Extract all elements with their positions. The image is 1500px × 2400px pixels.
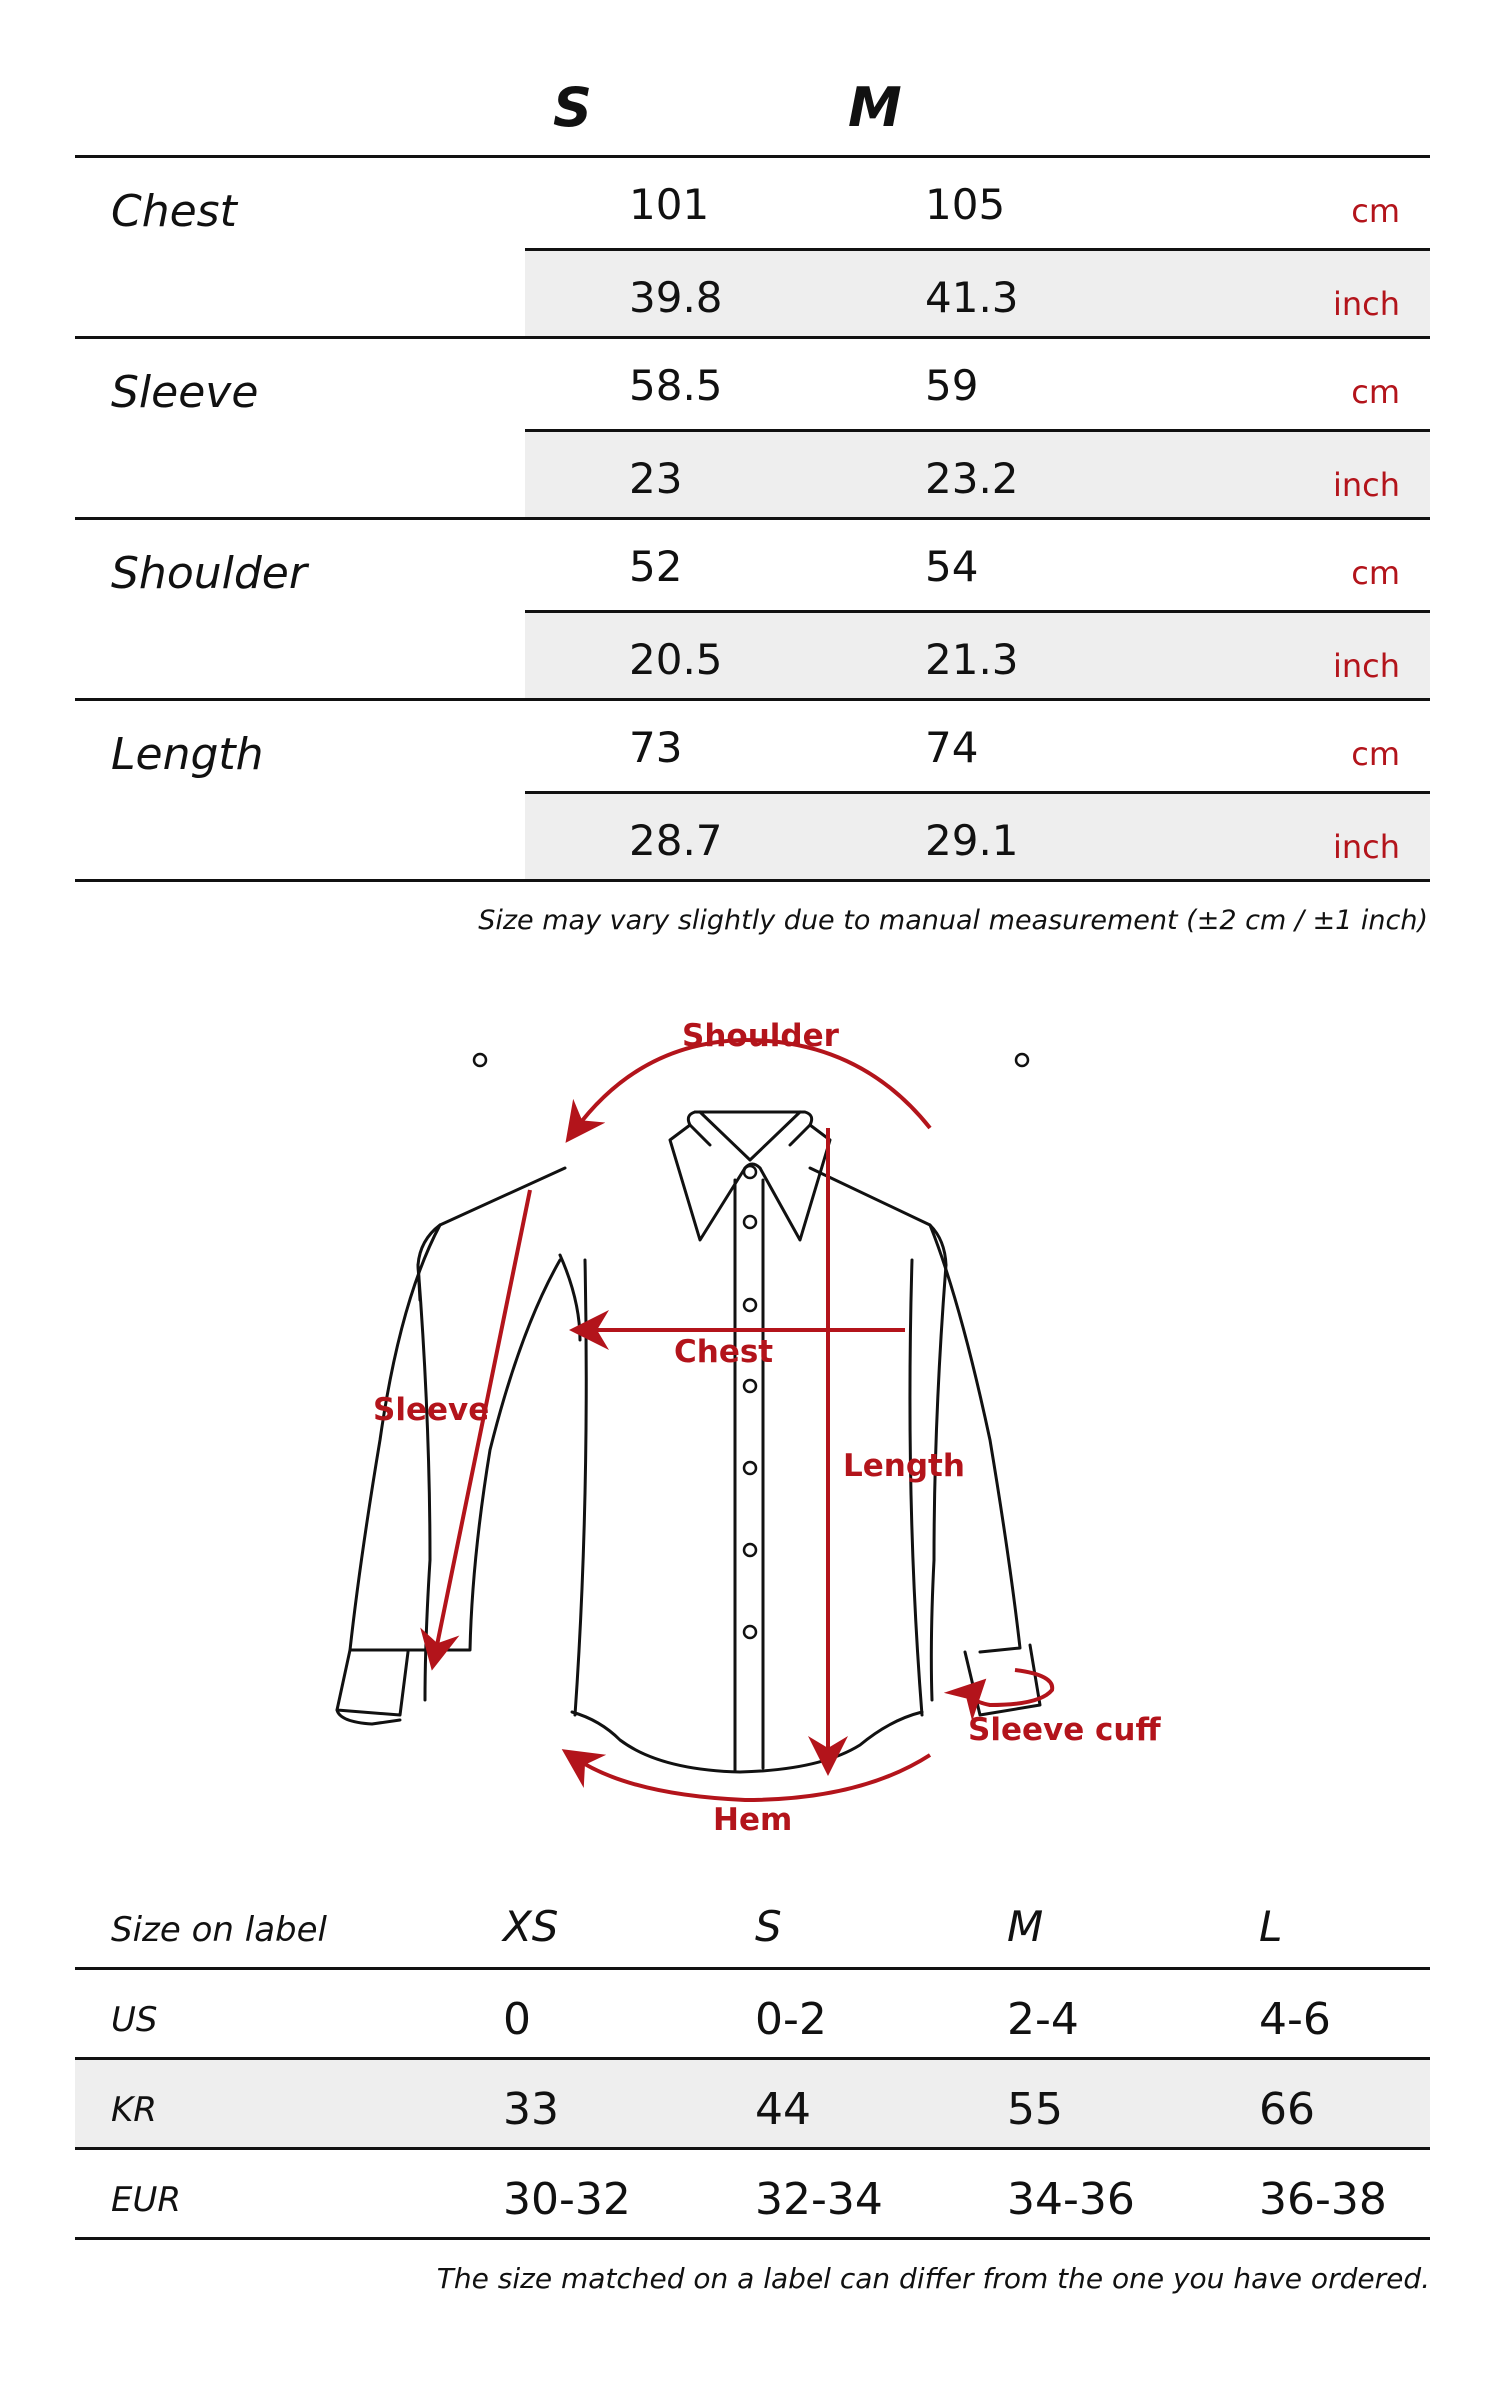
unit-label: inch [1332,466,1400,504]
value-cell: 29.1 [925,816,1019,865]
row-name: US [111,2000,158,2040]
cuff-arrow [972,1670,1052,1705]
cm-row [525,701,1430,790]
value-cell: 20.5 [629,635,723,684]
table-cell: 0-2 [755,1994,827,2045]
value-cell: 54 [925,542,979,591]
hem-arrow [575,1755,930,1800]
table-cell: 55 [1007,2084,1063,2135]
size-header-row [75,0,1430,158]
measurement-table [75,0,1430,882]
unit-label: cm [1351,192,1400,230]
measure-group-length [75,701,1430,882]
unit-label: cm [1351,373,1400,411]
measure-group-sleeve [75,339,1430,520]
table-cell: 44 [755,2084,811,2135]
table-cell: 0 [503,1994,531,2045]
table-cell: 30-32 [503,2174,631,2225]
length-label: Length [843,1448,965,1484]
header-size: S [755,1902,782,1951]
inch-row [525,429,1430,517]
header-name: Size on label [111,1910,327,1950]
value-cell: 39.8 [629,273,723,322]
unit-label: inch [1332,285,1400,323]
table-cell: 2-4 [1007,1994,1079,2045]
header-size: L [1259,1902,1283,1951]
measurement-note: Size may vary slightly due to manual measurement (±2 cm / ±1 inch) [478,905,1428,936]
label-note: The size matched on a label can differ from the one you have ordered. [436,2262,1430,2295]
inch-row [525,610,1430,698]
value-cell: 74 [925,723,979,772]
sleeve-label: Sleeve [373,1392,490,1428]
row-name: KR [111,2090,157,2130]
value-cell: 52 [629,542,683,591]
cm-row [525,520,1430,609]
measure-name: Chest [111,186,237,237]
table-cell: 32-34 [755,2174,883,2225]
shoulder-label: Shoulder [682,1018,839,1054]
measure-name: Shoulder [111,548,307,599]
table-cell: 36-38 [1259,2174,1387,2225]
measure-name: Sleeve [111,367,259,418]
size-header-m: M [848,76,902,139]
value-cell: 73 [629,723,683,772]
unit-label: cm [1351,735,1400,773]
table-row-us [75,1970,1430,2060]
table-cell: 33 [503,2084,559,2135]
value-cell: 101 [629,180,710,229]
row-name: EUR [111,2180,181,2220]
unit-label: inch [1332,647,1400,685]
header-size: M [1007,1902,1044,1951]
value-cell: 28.7 [629,816,723,865]
unit-label: cm [1351,554,1400,592]
value-cell: 41.3 [925,273,1019,322]
table-cell: 66 [1259,2084,1315,2135]
table-row-kr [75,2060,1430,2150]
inch-row [525,248,1430,336]
table-row-eur [75,2150,1430,2240]
value-cell: 21.3 [925,635,1019,684]
size-header-s: S [553,76,592,139]
value-cell: 58.5 [629,361,723,410]
shirt-outline [337,1112,1040,1772]
inch-row [525,791,1430,879]
value-cell: 105 [925,180,1006,229]
shirt-illustration [0,1000,1500,1860]
measure-group-chest [75,158,1430,339]
hem-label: Hem [713,1802,793,1838]
cm-row [525,339,1430,428]
header-size: XS [503,1902,559,1951]
label-table-header [75,1880,1430,1970]
table-cell: 4-6 [1259,1994,1331,2045]
measure-name: Length [111,729,264,780]
value-cell: 59 [925,361,979,410]
cm-row [525,158,1430,247]
shirt-diagram [0,1000,1500,1860]
value-cell: 23 [629,454,683,503]
label-size-table [75,1880,1430,2240]
unit-label: inch [1332,828,1400,866]
measure-group-shoulder [75,520,1430,701]
value-cell: 23.2 [925,454,1019,503]
sleeve-cuff-label: Sleeve cuff [968,1712,1161,1748]
chest-label: Chest [674,1334,774,1370]
table-cell: 34-36 [1007,2174,1135,2225]
